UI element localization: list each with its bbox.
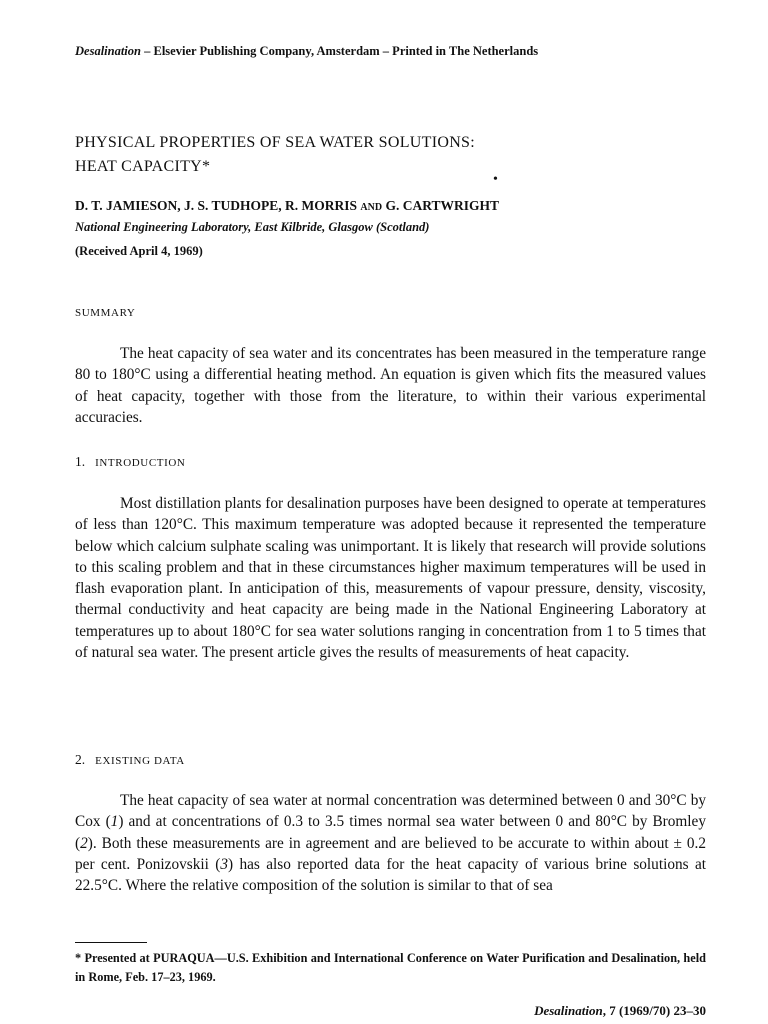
introduction-number: 1.: [75, 454, 86, 469]
page-folio: [534, 1003, 706, 1019]
running-head-journal: Desalination: [75, 44, 141, 58]
existing-data-number: 2.: [75, 752, 86, 767]
existing-data-text-a: The heat capacity of sea water at normal concentration was determined between 0 and 30°C by Cox (: [75, 792, 706, 831]
running-head: [75, 44, 715, 59]
stray-mark: •: [493, 172, 498, 187]
author-list: [75, 198, 715, 214]
footnote-rule: [75, 942, 147, 943]
introduction-heading: [75, 454, 715, 470]
author-and: AND: [360, 202, 383, 213]
article-title-line-1: PHYSICAL PROPERTIES OF SEA WATER SOLUTIONS:: [75, 134, 475, 151]
existing-data-text-b: ) and at concentrations of 0.3 to 3.5 times normal sea water between 0 and 80°C by Bromley (: [75, 813, 706, 852]
article-title: [75, 131, 715, 179]
existing-data-heading: [75, 752, 715, 768]
author-affiliation: National Engineering Laboratory, East Kilbride, Glasgow (Scotland): [75, 220, 430, 234]
introduction-title: INTRODUCTION: [95, 457, 186, 469]
article-title-line-2: HEAT CAPACITY*: [75, 158, 211, 175]
summary-heading: SUMMARY: [75, 307, 136, 319]
existing-data-text-c: ). Both these measurements are in agreement and are believed to be accurate to within about ± 0.2 per cent. Ponizovskii (: [75, 834, 706, 873]
introduction-paragraph: Most distillation plants for desalination purposes have been designed to operate at temperatures of less than 120°C. This maximum temperature was adopted because it represented the temperature below which calcium sulphate scaling was unimportant. It is likely that research will provide solutions to this scaling problem and that in these circumstances higher maximum temperatures will be used in flash evaporation plant. In anticipation of this, measurements of vapour pressure, density, viscosity, thermal conductivity and heat capacity are being made in the National Engineering Laboratory at temperatures up to about 180°C for sea water solutions ranging in concentration from 1 to 5 times that of natural sea water. The present article gives the results of measurements of heat capacity.: [75, 495, 706, 662]
existing-data-paragraph: [75, 790, 706, 896]
folio-journal: Desalination: [534, 1003, 603, 1018]
existing-data-title: EXISTING DATA: [95, 755, 185, 767]
reference-2[interactable]: 2: [80, 834, 88, 852]
author-last: G. CARTWRIGHT: [382, 198, 500, 213]
footnote: * Presented at PURAQUA—U.S. Exhibition and International Conference on Water Purification and Desalination, held in Rome, Feb. 17–23, 1969.: [75, 951, 706, 984]
summary-paragraph: The heat capacity of sea water and its concentrates has been measured in the temperature range 80 to 180°C using a differential heating method. An equation is given which fits the measured values of heat capacity, together with those from the literature, to within their various experimental accuracies.: [75, 345, 706, 426]
received-date: (Received April 4, 1969): [75, 244, 203, 258]
existing-data-text-d: ) has also reported data for the heat capacity of various brine solutions at 22.5°C. Where the relative composition of the solution is similar to that of sea: [75, 855, 706, 895]
folio-citation: , 7 (1969/70) 23–30: [602, 1003, 706, 1018]
author-names: D. T. JAMIESON, J. S. TUDHOPE, R. MORRIS: [75, 198, 361, 213]
reference-1[interactable]: 1: [110, 813, 119, 831]
running-head-publisher: – Elsevier Publishing Company, Amsterdam – Printed in The Netherlands: [141, 44, 539, 58]
reference-3[interactable]: 3: [220, 855, 228, 873]
